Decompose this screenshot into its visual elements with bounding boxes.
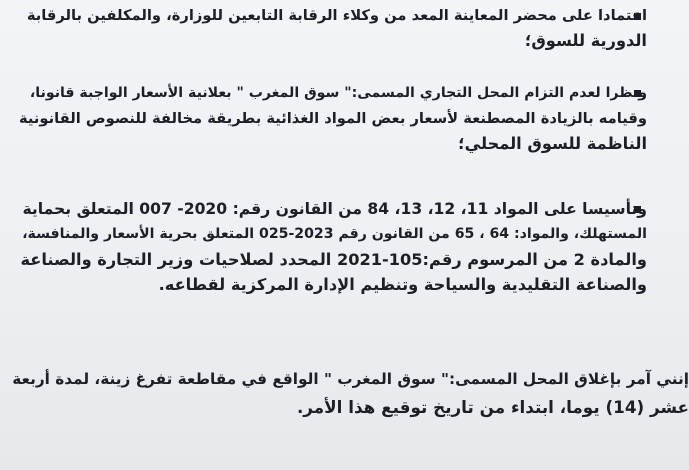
text-line: الدورية للسوق؛ [524, 31, 647, 50]
paragraph-legal-basis [18, 197, 647, 297]
closure-order [10, 365, 689, 421]
text-line: والصناعة التقليدية والسياحة وتنظيم الإدارة المركزية لقطاعه. [158, 275, 647, 294]
text-line: إنني آمر بإغلاق المحل المسمى:" سوق المغرب " الواقع في مقاطعة تفرغ زينة، لمدة أربعة [12, 370, 689, 388]
text-line: عشر (14) يوما، ابتداء من تاريخ توقيع هذا الأمر. [296, 397, 689, 417]
text-line: ونظرا لعدم التزام المحل التجاري المسمى:" سوق المغرب " بعلانية الأسعار الواجبة قانونا، [29, 85, 647, 101]
text-line: المستهلك، والمواد: 64 ، 65 من القانون رقم 2023-025 المتعلق بحرية الأسعار والمنافسة، [22, 226, 647, 242]
text-line: والمادة 2 من المرسوم رقم:105-2021 المحدد لصلاحيات وزير التجارة والصناعة [20, 250, 647, 269]
paragraph-inspection-report [18, 3, 647, 53]
text-line: وقيامه بالزيادة المصطنعة لأسعار بعض المواد الغذائية بطريقة مخالفة للنصوص القانونية [19, 110, 647, 127]
paragraph-violation [18, 81, 647, 156]
text-line: الناظمة للسوق المحلي؛ [458, 134, 647, 153]
text-line: اعتمادا على محضر المعاينة المعد من وكلاء الرقابة التابعين للوزارة، والمكلفين بالرقابة [26, 7, 647, 24]
text-line: وتأسيسا على المواد 11، 12، 13، 84 من القانون رقم: 2020- 007 المتعلق بحماية [22, 200, 647, 218]
